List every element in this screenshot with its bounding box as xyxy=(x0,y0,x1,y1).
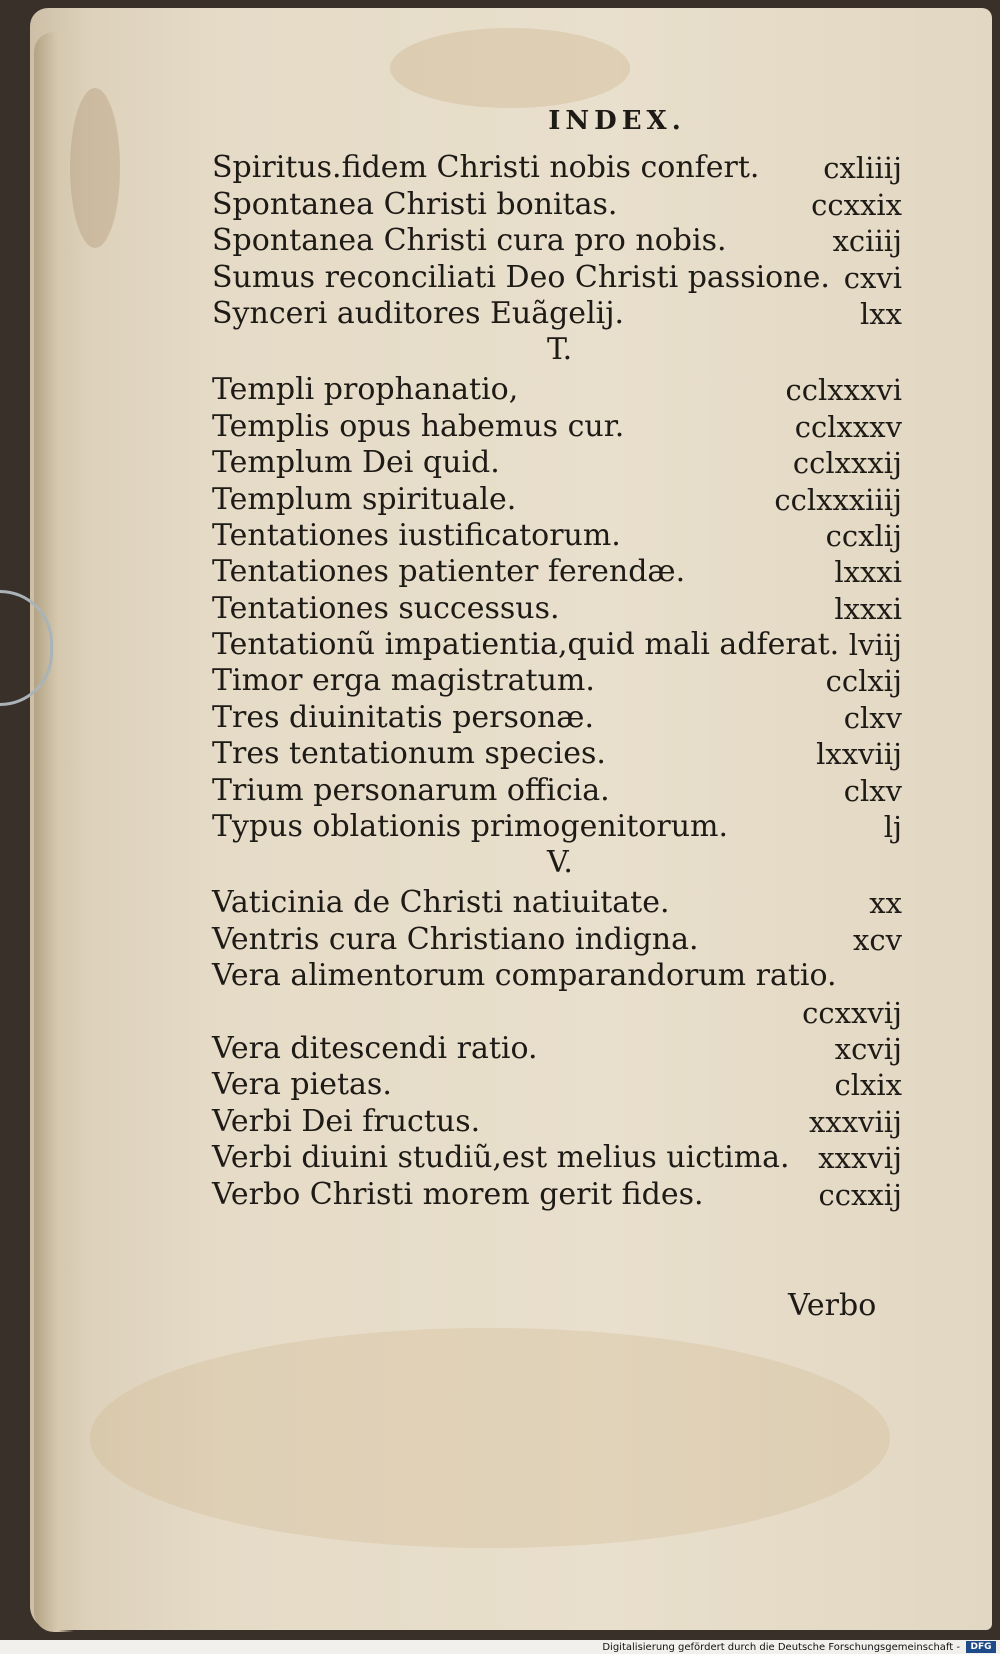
section-letter-v: V. xyxy=(547,845,573,881)
section-t xyxy=(212,369,902,845)
index-row xyxy=(212,369,902,408)
index-entry: Tres diuinitatis personæ. xyxy=(212,699,595,735)
index-row xyxy=(212,293,902,329)
index-text xyxy=(212,95,902,1210)
index-entry: Typus oblationis primogenitorum. xyxy=(212,809,729,845)
index-row xyxy=(212,624,902,663)
section-s xyxy=(212,147,902,329)
index-row xyxy=(212,991,902,1030)
index-entry: Templum Dei quid. xyxy=(212,445,500,481)
stain xyxy=(90,1328,890,1548)
folio-number: lxxxi xyxy=(834,555,902,590)
index-row xyxy=(212,696,902,735)
index-entry: Templi prophanatio, xyxy=(212,372,519,408)
folio-number: cclxxxiiij xyxy=(774,482,902,517)
page-edge xyxy=(34,32,74,1632)
index-entry: Tentationes patienter ferendæ. xyxy=(212,554,686,590)
index-entry: Spiritus.fidem Christi nobis confert. xyxy=(212,150,760,186)
index-row xyxy=(212,551,902,590)
index-entry: Verbi diuini studiũ,est melius uictima. xyxy=(212,1140,790,1176)
index-row xyxy=(212,1064,902,1103)
page-header: INDEX. xyxy=(548,106,686,136)
index-row xyxy=(212,442,902,481)
folio-number: lxx xyxy=(860,296,902,331)
index-entry: Vaticinia de Christi natiuitate. xyxy=(212,885,670,921)
folio-number: clxix xyxy=(834,1068,902,1103)
folio-number: xxxviij xyxy=(809,1104,902,1139)
index-entry: Vera ditescendi ratio. xyxy=(212,1030,538,1066)
folio-number: xciiij xyxy=(832,224,902,259)
index-row xyxy=(212,660,902,699)
index-entry: Spontanea Christi cura pro nobis. xyxy=(212,223,727,259)
index-entry: Tres tentationum species. xyxy=(212,736,606,772)
index-row xyxy=(212,1100,902,1139)
footer-bar xyxy=(0,1640,1000,1654)
folio-number: xcvij xyxy=(834,1031,902,1066)
index-entry: Vera pietas. xyxy=(212,1067,392,1103)
folio-number: cclxxxv xyxy=(794,409,902,444)
folio-number: ccxxix xyxy=(811,187,902,222)
index-row xyxy=(212,806,902,845)
index-entry: Templis opus habemus cur. xyxy=(212,408,625,444)
index-row xyxy=(212,918,902,957)
index-row xyxy=(212,405,902,444)
folio-number: cxliiij xyxy=(823,151,902,186)
folio-number: lxxxi xyxy=(834,591,902,626)
funding-credit: Digitalisierung gefördert durch die Deutsche Forschungsgemeinschaft - xyxy=(602,1642,960,1653)
index-entry: Templum spirituale. xyxy=(212,481,517,517)
folio-number: ccxxvij xyxy=(802,995,902,1030)
folio-number: cclxxxij xyxy=(792,446,902,481)
index-row xyxy=(212,256,902,295)
folio-number: cclxxxvi xyxy=(785,373,902,408)
index-entry: Verbi Dei fructus. xyxy=(212,1103,481,1139)
index-entry: Ventris cura Christiano indigna. xyxy=(212,921,699,957)
folio-number: ccxxij xyxy=(818,1177,902,1212)
section-v xyxy=(212,882,902,1210)
index-entry: Synceri auditores Euãgelij. xyxy=(212,295,625,331)
index-row xyxy=(212,769,902,808)
folio-number: xxxvij xyxy=(818,1141,902,1176)
catchword: Verbo xyxy=(788,1288,877,1323)
folio-number: xcv xyxy=(853,922,902,957)
index-entry: Spontanea Christi bonitas. xyxy=(212,186,618,222)
folio-number: cxvi xyxy=(843,260,902,295)
index-row xyxy=(212,478,902,517)
index-row xyxy=(212,183,902,222)
folio-number: clxv xyxy=(843,700,902,735)
index-entry: Tentationũ impatientia,quid mali adferat. xyxy=(212,627,840,663)
folio-number: clxv xyxy=(843,773,902,808)
index-row xyxy=(212,147,902,186)
folio-number: lj xyxy=(883,810,902,845)
index-entry: Sumus reconciliati Deo Christi passione. xyxy=(212,259,830,295)
index-row xyxy=(212,733,902,772)
folio-number: lviij xyxy=(848,628,902,663)
folio-number: xx xyxy=(869,886,902,921)
stain xyxy=(70,88,120,248)
index-row xyxy=(212,882,902,921)
dfg-logo: DFG xyxy=(966,1641,996,1653)
index-row xyxy=(212,587,902,626)
index-entry: Trium personarum officia. xyxy=(212,772,610,808)
index-row xyxy=(212,1173,902,1212)
index-entry: Tentationes iustificatorum. xyxy=(212,517,621,553)
index-row xyxy=(212,220,902,259)
index-row xyxy=(212,1028,902,1064)
index-entry: Tentationes successus. xyxy=(212,590,560,626)
section-letter-t: T. xyxy=(547,331,573,367)
index-entry: Vera alimentorum comparandorum ratio. xyxy=(212,958,837,994)
index-row xyxy=(212,515,902,551)
index-entry: Timor erga magistratum. xyxy=(212,663,595,699)
folio-number: ccxlij xyxy=(825,518,902,553)
index-row xyxy=(212,955,902,994)
folio-number: lxxviij xyxy=(816,737,902,772)
index-entry: Verbo Christi morem gerit fides. xyxy=(212,1176,704,1212)
index-row xyxy=(212,1137,902,1176)
folio-number: cclxij xyxy=(825,664,902,699)
